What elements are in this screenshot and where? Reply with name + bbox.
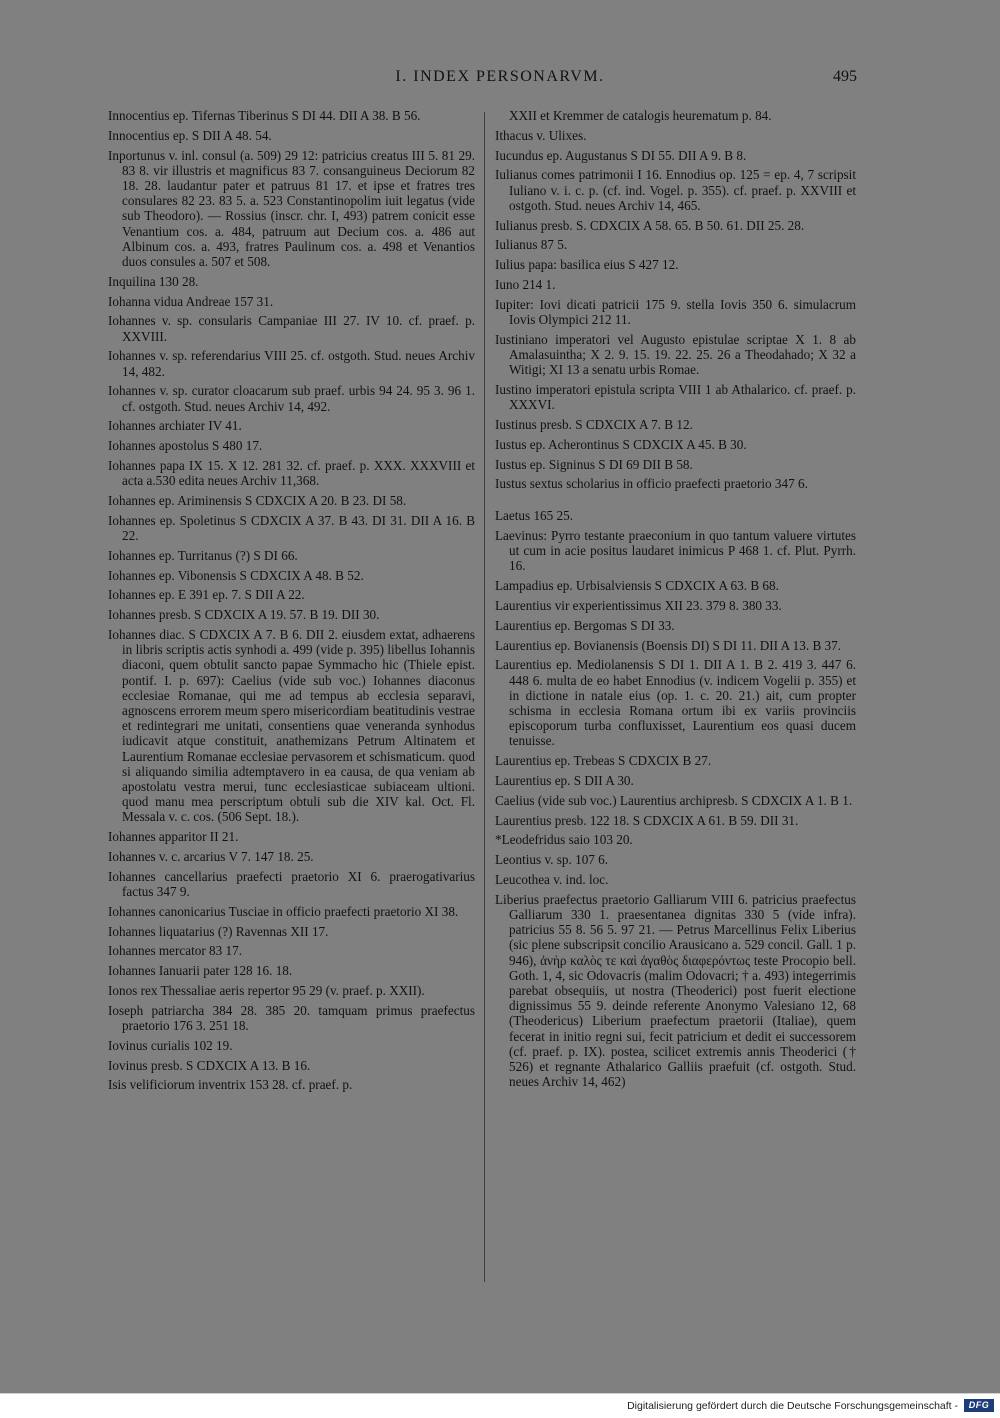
column-divider	[484, 112, 485, 1282]
index-entry: Leucothea v. ind. loc.	[495, 871, 609, 887]
index-entry: Iulianus presb. S. CDXCIX A 58. 65. B 50. 61. DII 25. 28.	[495, 217, 805, 233]
index-entry: Inquilina 130 28.	[108, 273, 199, 289]
index-entry: Iohannes apparitor II 21.	[108, 829, 239, 845]
index-entry: Iupiter: Iovi dicati patricii 175 9. stella Iovis 350 6. simulacrum Iovis Olympici 212 11.	[495, 296, 856, 327]
index-entry: Iohannes presb. S CDXCIX A 19. 57. B 19. DII 30.	[108, 607, 380, 623]
index-entry: Iohannes archiater IV 41.	[108, 418, 242, 434]
index-entry: Liberius praefectus praetorio Galliarum VIII 6. patricius praefectus Galliarum 330 1. praesentanea dignitas 330 5 (vide infra). patricius 55 8. 56 5. 97 21. — Petrus Marcellinus Felix Liberius (sic plene subscripsit concilio Arausicano a. 529 concil. Gall. 1 p. 946), ἀνὴρ καλὸς τε καὶ ἀγαθὸς διαφερόντως teste Procopio bell. Goth. 1, 4, sic Odovacris (malim Odovacri; † a. 493) integerrimis parebat obsequiis, ut nostra (Theoderici) post fuerit electione dignissimus 55 9. deinde referente Anonymo Valesiano 12, 68 (Theodericus) Liberium praefectum praetorii (Italiae), quem fecerat in initio regni sui, fecit patricium et dedit ei successorem (cf. praef. p. IX). postea, scilicet extremis annis Theoderici († 526) et regnante Athalarico Galliis praefuit (cf. ostgoth. Stud. neues Archiv 14, 462)	[495, 891, 856, 1090]
index-entry: Laurentius ep. Bovianensis (Boensis DI) S DI 11. DII A 13. B 37.	[495, 637, 842, 653]
footer-bar	[0, 1393, 1000, 1418]
index-entry: Ionos rex Thessaliae aeris repertor 95 29 (v. praef. p. XXII).	[108, 983, 425, 998]
index-entry: Laurentius ep. Mediolanensis S DI 1. DII A 1. B 2. 419 3. 447 6. 448 6. multa de eo habet Ennodius (v. indicem Vogelii p. 355) et in dictione in natale eius (op. 1. c. 20. 21.) ait, cum propter schisma in ecclesia Romana ortum ibi ex variis provinciis episcoporum turba confluxisset, Laurentium eos quasi ducem tenuisse.	[495, 657, 856, 749]
index-entry: Iohannes v. c. arcarius V 7. 147 18. 25.	[108, 849, 314, 865]
index-entry: Lampadius ep. Urbisalviensis S CDXCIX A 63. B 68.	[495, 578, 779, 594]
index-entry: Iustiniano imperatori vel Augusto epistulae scriptae X 1. 8 ab Amalasuintha; X 2. 9. 15. 19. 22. 25. 26 a Theodahado; X 32 a Witigi; XI 13 a senatu urbis Romae.	[495, 331, 856, 378]
index-entry: Iohannes ep. Vibonensis S CDXCIX A 48. B 52.	[108, 567, 364, 583]
index-entry: Iohannes papa IX 15. X 12. 281 32. cf. praef. p. XXX. XXXVIII et acta a.530 edita neues Archiv 11,368.	[108, 458, 475, 489]
index-entry: Iohanna vidua Andreae 157 31.	[108, 293, 274, 309]
index-entry: Inportunus v. inl. consul (a. 509) 29 12: patricius creatus III 5. 81 29. 83 8. vir illustris et magnificus 83 7. consanguineus Deciorum 82 18. 28. laudantur pater et patruus 81 17. et ipse et fratres tres consulares 82 23. 83 5. a. 523 Constantinopolim iuit legatus (vide sub Theodoro). — Rossius (inscr. chr. I, 493) patrem conicit esse Venantium cos. a. 484, patruum aut Decium cos. a. 486 aut Albinum cos. a. 493, fratres Paulinum cos. a. 498 et Venantios duos consules a. 507 et 508.	[108, 147, 475, 270]
index-entry: *Leodefridus saio 103 20.	[495, 832, 633, 848]
index-entry: Iohannes ep. E 391 ep. 7. S DII A 22.	[108, 587, 305, 603]
funding-notice: Digitalisierung gefördert durch die Deutsche Forschungsgemeinschaft -	[627, 1400, 958, 1412]
index-entry: Iuno 214 1.	[495, 276, 556, 292]
index-entry: Iucundus ep. Augustanus S DI 55. DII A 9. B 8.	[495, 147, 747, 163]
index-entry: Leontius v. sp. 107 6.	[495, 852, 609, 868]
index-entry: Laevinus: Pyrro testante praeconium in quo tantum valuere virtutes ut cum in acie positus laudaret inimicus P 468 1. cf. Plut. Pyrrh. 16.	[495, 527, 856, 574]
index-entry: Iohannes cancellarius praefecti praetorio XI 6. praerogativarius factus 347 9.	[108, 868, 475, 900]
index-entry: Iulianus comes patrimonii I 16. Ennodius op. 125 = ep. 4, 7 scripsit Iuliano v. i. c. p. (cf. ind. Vogel. p. 355). cf. praef. p. XXVIII et ostgoth. Stud. neues Archiv 14, 465.	[495, 167, 856, 213]
index-entry: Caelius (vide sub voc.) Laurentius archipresb. S CDXCIX A 1. B 1.	[495, 792, 853, 808]
index-entry: Ioseph patriarcha 384 28. 385 20. tamquam primus praefectus praetorio 176 3. 251 18.	[108, 1002, 475, 1033]
index-entry: Iohannes canonicarius Tusciae in officio praefecti praetorio XI 38.	[108, 903, 459, 919]
index-entry: Laurentius ep. Bergomas S DI 33.	[495, 617, 675, 633]
index-entry: Innocentius ep. S DII A 48. 54.	[108, 127, 272, 143]
index-entry: Iohannes Ianuarii pater 128 16. 18.	[108, 963, 293, 979]
letter-section-gap	[495, 496, 856, 508]
index-entry: Iohannes mercator 83 17.	[108, 943, 243, 959]
index-entry: Laurentius ep. S DII A 30.	[495, 772, 634, 788]
index-entry: Iohannes v. sp. consularis Campaniae III 27. IV 10. cf. praef. p. XXVIII.	[108, 313, 475, 344]
index-entry: Iohannes v. sp. referendarius VIII 25. cf. ostgoth. Stud. neues Archiv 14, 482.	[108, 348, 475, 379]
index-entry: Iohannes liquatarius (?) Ravennas XII 17.	[108, 923, 329, 939]
index-entry: Iohannes v. sp. curator cloacarum sub praef. urbis 94 24. 95 3. 96 1. cf. ostgoth. Stud. neues Archiv 14, 492.	[108, 383, 475, 414]
index-entry: Iovinus presb. S CDXCIX A 13. B 16.	[108, 1057, 311, 1073]
index-entry: Iovinus curialis 102 19.	[108, 1037, 233, 1053]
page-number: 495	[833, 68, 857, 85]
index-entry: Innocentius ep. Tifernas Tiberinus S DI 44. DII A 38. B 56.	[108, 108, 421, 123]
continued-entry: XXII et Kremmer de catalogis heurematum p. 84.	[509, 108, 772, 123]
index-entry: Isis velificiorum inventrix 153 28. cf. praef. p.	[108, 1077, 353, 1093]
index-entry: Ithacus v. Ulixes.	[495, 127, 587, 143]
index-entry: Iohannes ep. Spoletinus S CDXCIX A 37. B 43. DI 31. DII A 16. B 22.	[108, 512, 475, 543]
index-entry: Iustus sextus scholarius in officio praefecti praetorio 347 6.	[495, 476, 808, 492]
index-entry: Laetus 165 25.	[495, 508, 574, 524]
index-entry: Iustus ep. Signinus S DI 69 DII B 58.	[495, 456, 693, 472]
index-entry: Iulianus 87 5.	[495, 237, 568, 253]
left-column	[108, 108, 475, 1097]
index-entry: Iulius papa: basilica eius S 427 12.	[495, 257, 679, 273]
dfg-logo[interactable]: DFG	[964, 1399, 994, 1412]
index-entry: Iohannes ep. Ariminensis S CDXCIX A 20. B 23. DI 58.	[108, 493, 407, 508]
index-entry: Iustus ep. Acherontinus S CDXCIX A 45. B 30.	[495, 436, 747, 452]
index-entry: Laurentius vir experientissimus XII 23. 379 8. 380 33.	[495, 597, 782, 613]
running-title: I. INDEX PERSONARVM.	[395, 68, 605, 85]
index-entry: Iohannes diac. S CDXCIX A 7. B 6. DII 2. eiusdem extat, adhaerens in libris scriptis actis synhodi a. 499 (vide p. 395) libellus Iohannis diaconi, quem obtulit sancto papae Symmacho hic (Thiele epist. pontif. I. p. 697): Caelius (vide sub voc.) Iohannes diaconus ecclesiae Romanae, qui me ad tempus ab ecclesia separavi, agnoscens errorem meum spero misericordiam beatitudinis vestrae et redintegrari me unitati, consentiens quae veneranda synhodus iudicavit atque constituit, anathemizans Petrum Altinatem et Laurentium Romanae ecclesiae pervasorem et schismaticum. quod si aliquando similia adtemptavero in ea causa, de qua veniam ab apostolatu vestra merui, tunc ecclesiasticae subiaceam ultioni. quod manu mea perscriptum obtuli sub die XIV kal. Oct. Fl. Messala v. c. cos. (506 Sept. 18.).	[108, 626, 475, 825]
index-entry: Iohannes ep. Turritanus (?) S DI 66.	[108, 547, 298, 563]
index-entry: Iustinus presb. S CDXCIX A 7. B 12.	[495, 416, 693, 432]
right-column	[495, 108, 856, 1094]
index-entry: Laurentius presb. 122 18. S CDXCIX A 61. B 59. DII 31.	[495, 812, 799, 828]
index-entry: Iohannes apostolus S 480 17.	[108, 438, 263, 454]
index-entry: Laurentius ep. Trebeas S CDXCIX B 27.	[495, 753, 712, 769]
index-entry: Iustino imperatori epistula scripta VIII 1 ab Athalarico. cf. praef. p. XXXVI.	[495, 381, 856, 413]
